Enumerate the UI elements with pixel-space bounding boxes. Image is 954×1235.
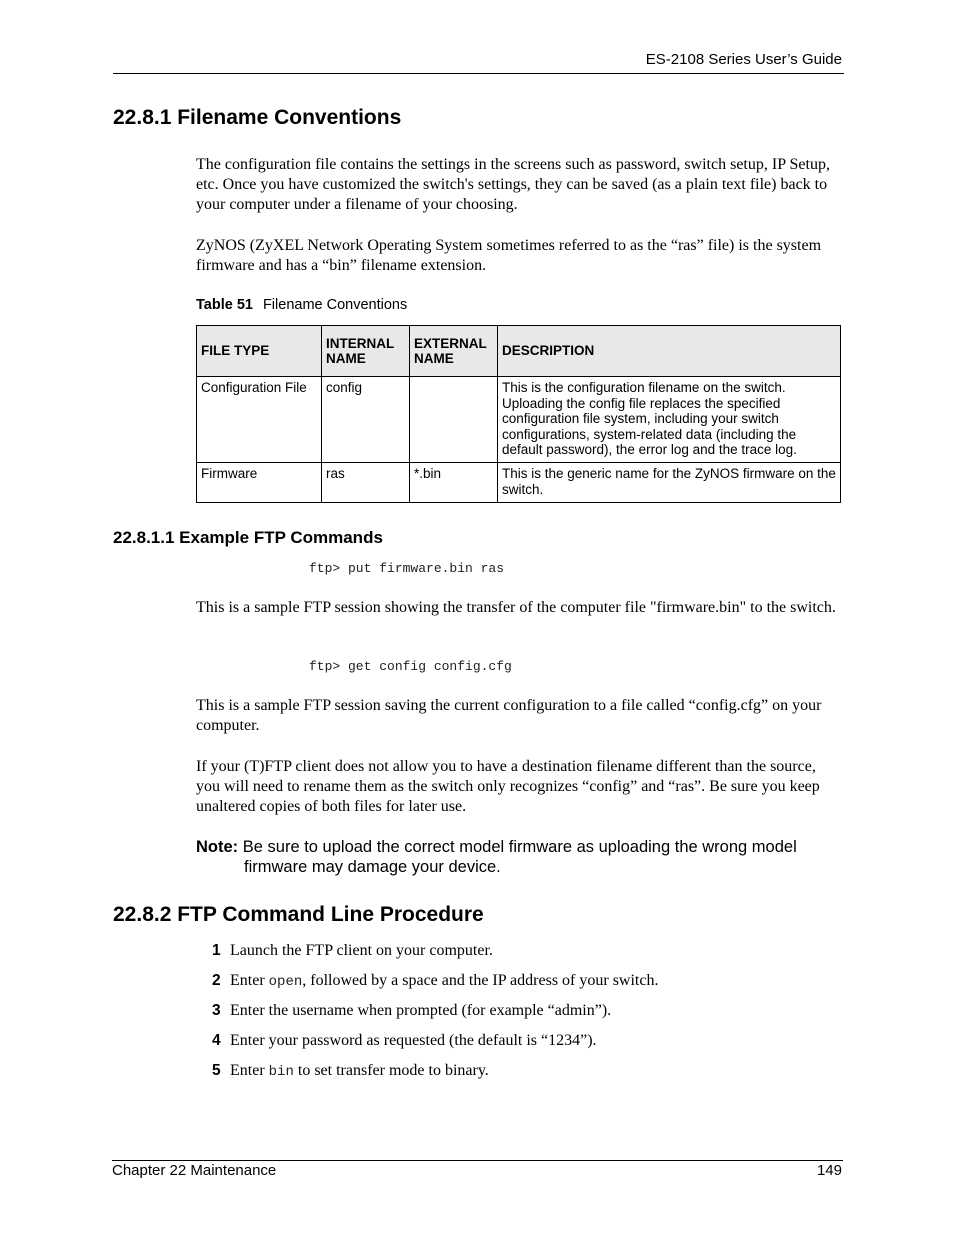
list-item — [196, 1030, 841, 1060]
header-description: DESCRIPTION — [498, 326, 841, 377]
paragraph-zynos: ZyNOS (ZyXEL Network Operating System sometimes referred to as the “ras” file) is the system firmware and has a “bin” filename extension. — [196, 237, 822, 274]
note-text-line2: firmware may damage your device. — [244, 858, 501, 876]
list-item — [196, 940, 841, 970]
procedure-steps — [196, 940, 841, 1090]
table-caption — [196, 297, 407, 313]
footer-rule — [112, 1160, 843, 1161]
step-text: Enter bin to set transfer mode to binary. — [230, 1062, 489, 1080]
command-bin: bin — [268, 1064, 294, 1080]
list-item — [196, 1060, 841, 1090]
list-item — [196, 970, 841, 1000]
running-header-title: ES-2108 Series User’s Guide — [645, 51, 842, 68]
paragraph-config-file: The configuration file contains the settings in the screens such as password, switch setup, IP Setup, etc. Once you have customized the switch's settings, they can be saved (as a plain text file) back to your computer under a filename of your choosing. — [196, 156, 830, 213]
step-text: Launch the FTP client on your computer. — [230, 942, 493, 959]
header-file-type: FILE TYPE — [197, 326, 322, 377]
step-number: 2 — [212, 972, 221, 989]
table-row — [197, 463, 841, 503]
cell-file-type: Firmware — [197, 463, 322, 503]
table-header-row — [197, 326, 841, 377]
section-heading-ftp-procedure: 22.8.2 FTP Command Line Procedure — [113, 903, 484, 926]
cell-description: This is the configuration filename on the switch. Uploading the config file replaces the specified configuration file system, including your switch configurations, system-related data (including the default password), the error log and the trace log. — [498, 377, 841, 463]
table-row — [197, 377, 841, 463]
footer-chapter: Chapter 22 Maintenance — [112, 1162, 277, 1179]
table-caption-label: Table 51 — [196, 297, 253, 313]
paragraph-put-sample: This is a sample FTP session showing the transfer of the computer file "firmware.bin" to the switch. — [196, 599, 836, 616]
note-box — [196, 837, 841, 877]
step-text: Enter open, followed by a space and the IP address of your switch. — [230, 972, 659, 990]
cell-internal-name: ras — [322, 463, 410, 503]
step-number: 4 — [212, 1032, 221, 1049]
note-text-line1: Be sure to upload the correct model firmware as uploading the wrong model — [242, 838, 797, 856]
subsection-heading-example-ftp: 22.8.1.1 Example FTP Commands — [113, 528, 383, 547]
cell-internal-name: config — [322, 377, 410, 463]
code-put-firmware: ftp> put firmware.bin ras — [309, 561, 505, 576]
paragraph-get-sample: This is a sample FTP session saving the current configuration to a file called “config.cfg” on your computer. — [196, 697, 822, 734]
cell-external-name — [410, 377, 498, 463]
code-get-config: ftp> get config config.cfg — [309, 659, 512, 674]
section-heading-filename-conventions: 22.8.1 Filename Conventions — [113, 106, 402, 129]
header-rule — [113, 73, 844, 74]
step-text: Enter your password as requested (the default is “1234”). — [230, 1032, 597, 1049]
header-external-name: EXTERNAL NAME — [410, 326, 498, 377]
step-number: 3 — [212, 1002, 221, 1019]
header-internal-name: INTERNAL NAME — [322, 326, 410, 377]
list-item — [196, 1000, 841, 1030]
step-number: 5 — [212, 1062, 221, 1079]
step-number: 1 — [212, 942, 221, 959]
step-text: Enter the username when prompted (for example “admin”). — [230, 1002, 612, 1019]
table-caption-title: Filename Conventions — [262, 297, 408, 313]
filename-conventions-table — [196, 325, 841, 503]
cell-description: This is the generic name for the ZyNOS firmware on the switch. — [498, 463, 841, 503]
footer-page-number: 149 — [816, 1162, 842, 1179]
paragraph-tftp-rename: If your (T)FTP client does not allow you to have a destination filename different than the source, you will need to rename them as the switch only recognizes “config” and “ras”. Be sure you keep unaltered copies of both files for later use. — [196, 758, 820, 815]
cell-file-type: Configuration File — [197, 377, 322, 463]
command-open: open — [268, 974, 303, 990]
note-label: Note: — [196, 838, 239, 856]
cell-external-name: *.bin — [410, 463, 498, 503]
